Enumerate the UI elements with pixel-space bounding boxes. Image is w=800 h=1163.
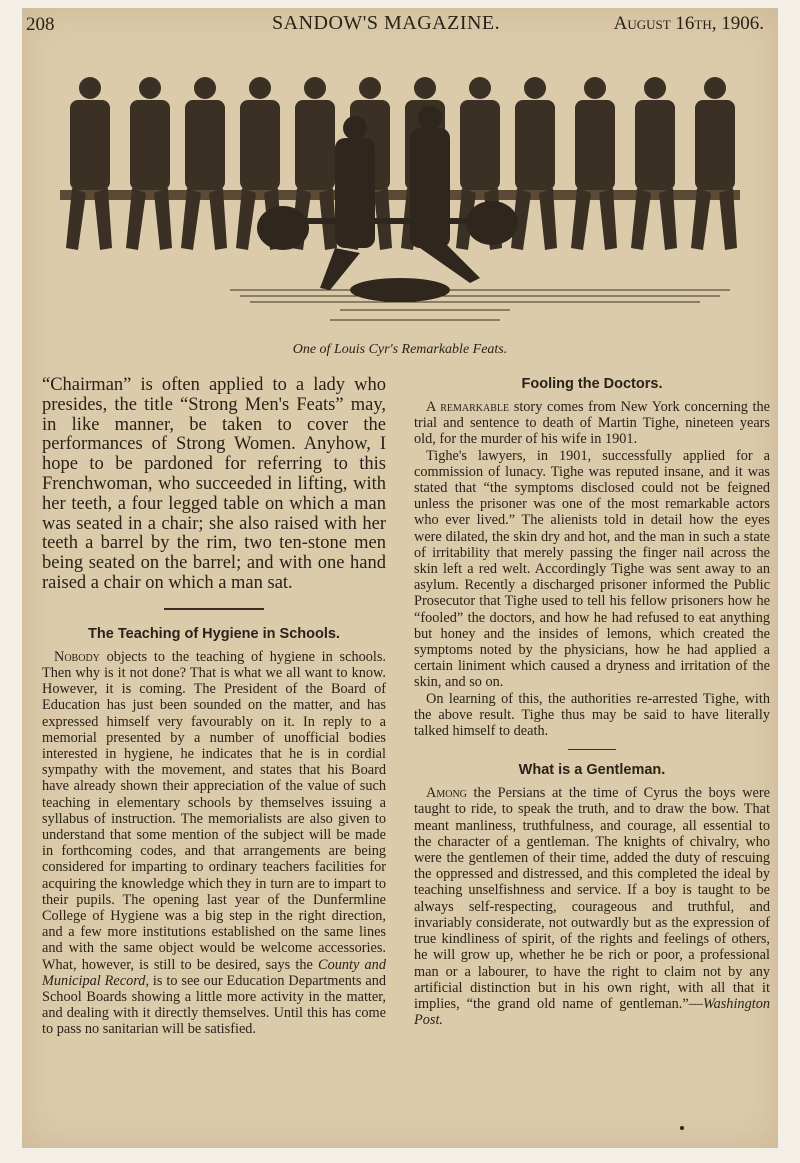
gentleman-body — [414, 785, 770, 1028]
hygiene-first-word: Nobody — [54, 648, 100, 665]
left-column — [42, 376, 386, 1038]
gentleman-body-text: the Persians at the time of Cyrus the boys were taught to ride, to speak the truth, and to draw the bow. That meant manliness, truthfulness, and courage, all essential to the character of a gentleman. The knights of chivalry, who were the gentlemen of their time, added the duty of rescuing the oppressed and distressed, and this completed the ideal by teaching unselfishness and service. If a boy is taught to be always self-respecting, courageous and truthful, and invariably considerate, not outwardly but as the expression of true kindliness of spirit, of the rights and feelings of others, he will grow up, whether he be rich or poor, a professional man or a labourer, to have the right to claim not by any artificial distinction but in his own right, with all that it implies, “the grand old name of gentleman.”— — [414, 785, 770, 1012]
gentleman-heading: What is a Gentleman. — [518, 762, 666, 779]
fooling-p1-text: story comes from New York concerning the trial and sentence to death of Martin Tighe, nineteen years old, for the murder of his wife in 1901. — [414, 399, 770, 448]
seated-man — [126, 77, 172, 250]
article-divider — [568, 749, 616, 750]
issue-date: August 16th, 1906. — [613, 13, 764, 34]
ground-hatching — [230, 290, 730, 320]
fooling-first-words: A remarkable — [426, 399, 510, 415]
fooling-doctors-p3: On learning of this, the authorities re-arrested Tighe, with the above result. Tighe thus may be said to have literally talked himself to death. — [414, 690, 770, 740]
seated-man — [66, 77, 112, 250]
page-number: 208 — [26, 14, 55, 35]
gentleman-source: Washington Post. — [414, 995, 770, 1029]
seated-man — [631, 77, 677, 250]
hygiene-source: County and Municipal Record — [42, 956, 386, 989]
illustration-caption: One of Louis Cyr's Remarkable Feats. — [292, 342, 508, 357]
seated-man — [691, 77, 737, 250]
hygiene-body-text: objects to the teaching of hygiene in schools. Then why is it not done? That is what we all want to know. However, it is coming. The President of the Board of Education has just been sounded on the matter, and has expressed himself very favourably on it. In reply to a memorial presented by a number of unofficial bodies interested in hygiene, he indicates that he is in cordial sympathy with the movement, and states that his Board have already shown their appreciation of the value of such teaching in elementary schools by themselves issuing a syllabus of instruction. The memorialists are also given to understand that some mention of the subject will be made in forthcoming codes, and that arrangements are being considered for imparting to ordinary teachers facilities for acquiring the knowledge which they in turn are to impart to their pupils. The opening last year of the Dunfermline College of Hygiene was a big step in the right direction, and a few more institutions established on the same lines and with the same object would be welcome accessories. What, however, is still to be desired, says the — [42, 648, 386, 973]
page-header — [22, 12, 778, 40]
hygiene-body-end: , is to see our Education Departments and School Boards showing a little more activity in the matter, and dealing with it directly themselves. Until this has come to pass no sanitarian will be satisfied. — [42, 972, 386, 1038]
illustration-louis-cyr — [40, 58, 760, 338]
seated-men — [66, 77, 737, 250]
seated-man — [181, 77, 227, 250]
right-column — [414, 376, 770, 1028]
seated-man — [571, 77, 617, 250]
fooling-doctors-p1 — [414, 399, 770, 448]
gentleman-first-word: Among — [426, 785, 467, 802]
fooling-doctors-p2: Tighe's lawyers, in 1901, successfully applied for a commission of lunacy. Tighe was reputed insane, and it was stated that “the symptoms disclosed could not be feigned unless the prisoner was one of the most remarkable actors who ever lived.” The alienists told in detail how the eyes were dilated, the skin dry and hot, and the man in such a state of irritability that merely passing the finger nail across the skin left a red welt. Accordingly Tighe was sent away to an asylum. Recently a discharged prisoner informed the Public Prosecutor that Tighe used to tell his fellow prisoners how he “fooled” the doctors, and how he had refused to eat anything but honey and the insides of lemons, which created the symptoms noted by the physicians, how he had applied a certain liniment which caused a dryness and irritation of the skin, and so on. — [414, 447, 770, 691]
fooling-doctors-heading: Fooling the Doctors. — [521, 376, 663, 392]
magazine-page — [22, 8, 778, 1148]
end-mark — [680, 1126, 684, 1130]
lead-paragraph: “Chairman” is often applied to a lady who presides, the title “Strong Men's Feats” may, in like manner, be taken to cover the performances of Strong Women. Anyhow, I hope to be pardoned for referring to this Frenchwoman, who succeeded in lifting, with her teeth, a four legged table on which a man was seated in a chair; she also raised with her teeth a barrel by the rim, two ten-stone men being seated on the barrel; and with one hand raised a chair on which a man sat. — [42, 375, 386, 593]
hygiene-body — [42, 649, 386, 1038]
section-divider — [164, 608, 264, 610]
magazine-title: SANDOW'S MAGAZINE. — [272, 12, 501, 34]
hygiene-heading: The Teaching of Hygiene in Schools. — [88, 625, 340, 642]
